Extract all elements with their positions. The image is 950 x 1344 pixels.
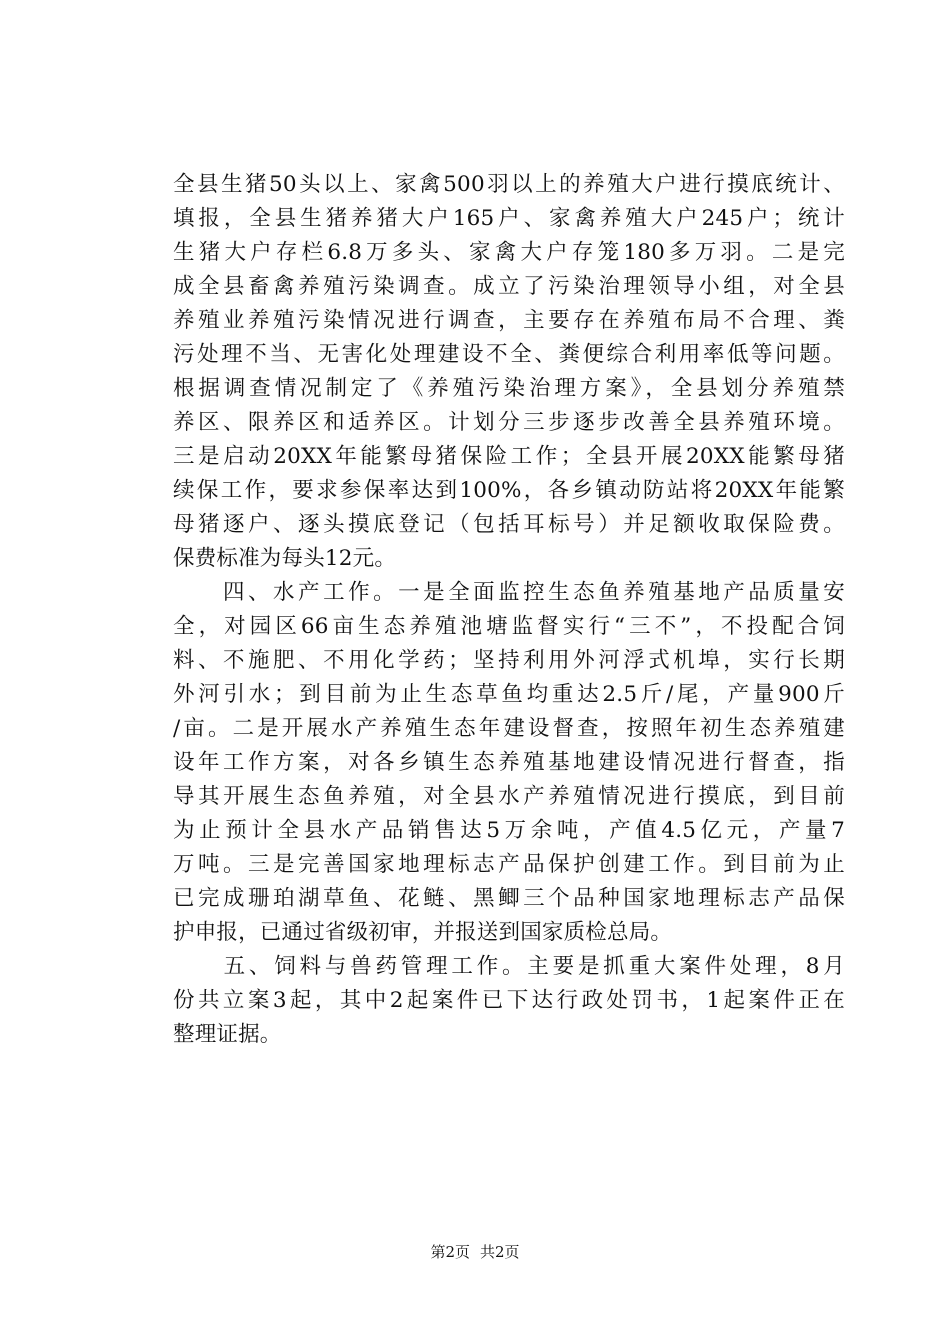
text-line: 全，对园区66亩生态养殖池塘监督实行“三不”，不投配合饲 — [173, 614, 845, 639]
current-page-label: 第2页 — [430, 1243, 470, 1261]
text-line: 续保工作，要求参保率达到100%，各乡镇动防站将20XX年能繁 — [173, 478, 845, 503]
text-line: 设年工作方案，对各乡镇生态养殖基地建设情况进行督查，指 — [173, 750, 845, 775]
text-line: 外河引水；到目前为止生态草鱼均重达2.5斤/尾，产量900斤 — [173, 682, 845, 707]
text-line: 保费标准为每头12元。 — [173, 546, 397, 571]
text-line: 五、饲料与兽药管理工作。主要是抓重大案件处理，8月 — [173, 954, 845, 979]
text-line: 生猪大户存栏6.8万多头、家禽大户存笼180多万羽。二是完 — [173, 240, 845, 265]
text-line: 为止预计全县水产品销售达5万余吨，产值4.5亿元，产量7 — [173, 818, 845, 843]
text-line: 全县生猪50头以上、家禽500羽以上的养殖大户进行摸底统计、 — [173, 172, 845, 197]
text-line: 料、不施肥、不用化学药；坚持利用外河浮式机埠，实行长期 — [173, 648, 845, 673]
text-line: 已完成珊珀湖草鱼、花鲢、黑鲫三个品种国家地理标志产品保 — [173, 886, 845, 911]
text-line: /亩。二是开展水产养殖生态年建设督查，按照年初生态养殖建 — [173, 716, 845, 741]
text-line: 万吨。三是完善国家地理标志产品保护创建工作。到目前为止 — [173, 852, 845, 877]
text-line: 整理证据。 — [173, 1022, 282, 1047]
text-line: 份共立案3起，其中2起案件已下达行政处罚书，1起案件正在 — [173, 988, 845, 1013]
total-pages-label: 共2页 — [480, 1243, 520, 1261]
text-line: 污处理不当、无害化处理建设不全、粪便综合利用率低等问题。 — [173, 342, 845, 367]
text-line: 母猪逐户、逐头摸底登记（包括耳标号）并足额收取保险费。 — [173, 512, 845, 537]
text-line: 根据调查情况制定了《养殖污染治理方案》，全县划分养殖禁 — [173, 376, 845, 401]
text-line: 三是启动20XX年能繁母猪保险工作；全县开展20XX能繁母猪 — [173, 444, 845, 469]
text-line: 成全县畜禽养殖污染调查。成立了污染治理领导小组，对全县 — [173, 274, 845, 299]
text-line: 养区、限养区和适养区。计划分三步逐步改善全县养殖环境。 — [173, 410, 845, 435]
text-line: 护申报，已通过省级初审，并报送到国家质检总局。 — [173, 920, 673, 945]
text-line: 导其开展生态鱼养殖，对全县水产养殖情况进行摸底，到目前 — [173, 784, 845, 809]
document-body — [173, 168, 845, 1052]
page-footer — [0, 1242, 950, 1262]
text-line: 四、水产工作。一是全面监控生态鱼养殖基地产品质量安 — [173, 580, 845, 605]
text-line: 填报，全县生猪养猪大户165户、家禽养殖大户245户；统计 — [173, 206, 845, 231]
text-line: 养殖业养殖污染情况进行调查，主要存在养殖布局不合理、粪 — [173, 308, 845, 333]
